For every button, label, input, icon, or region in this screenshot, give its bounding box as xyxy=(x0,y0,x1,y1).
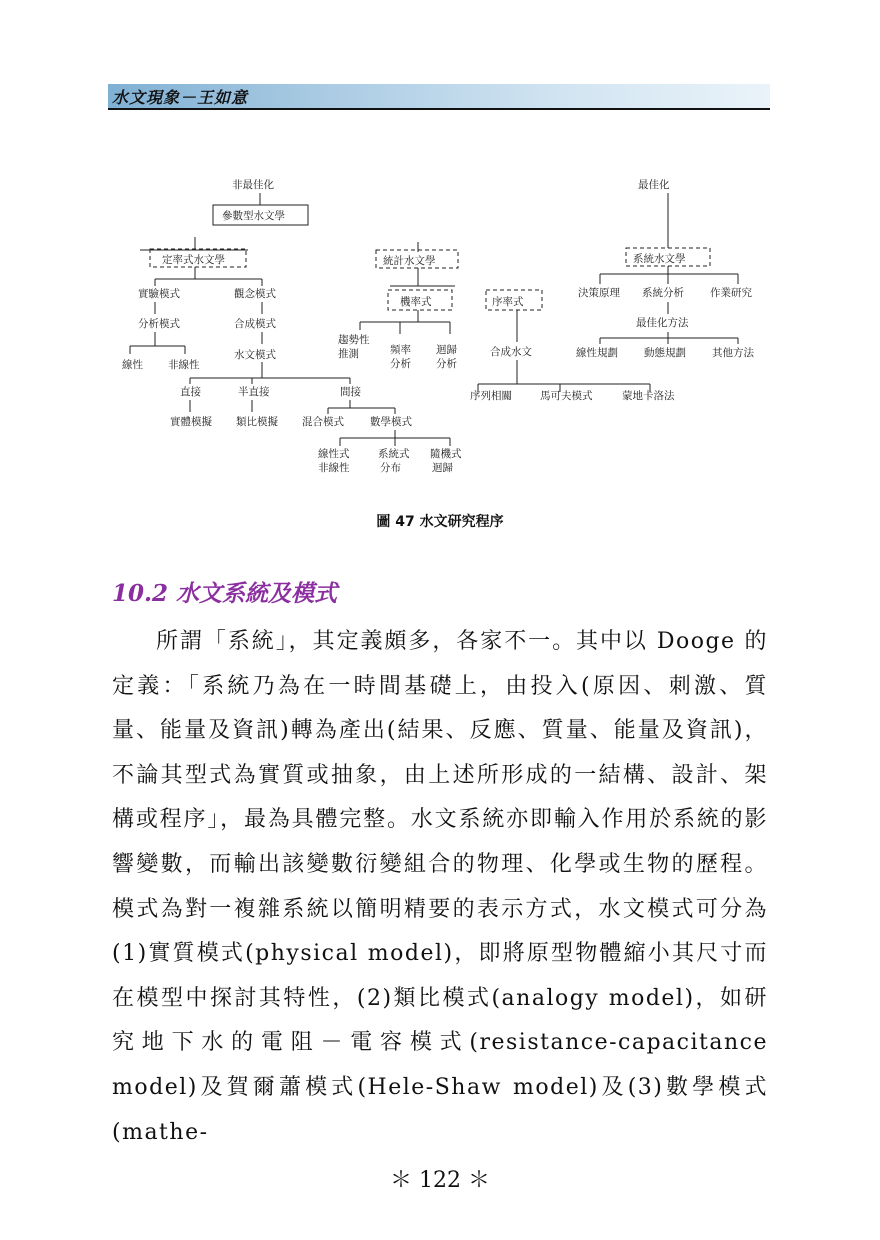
diagram-stochastic: 統計水文學 xyxy=(383,255,436,267)
diagram-indirect: 間接 xyxy=(340,386,361,398)
diagram-operation: 作業研究 xyxy=(710,287,752,299)
diagram-stochastic-proc: 序率式 xyxy=(492,296,524,308)
diagram-systems-analysis: 系統分析 xyxy=(642,287,684,299)
diagram-left-root: 非最佳化 xyxy=(232,179,274,191)
page-number: ＊ 122 ＊ xyxy=(390,1168,490,1193)
diagram-regional-dist: 系統式分布 xyxy=(378,448,410,474)
diagram-trend: 趨勢性推測 xyxy=(338,334,370,360)
diagram-regression: 迴歸分析 xyxy=(436,344,457,370)
diagram-math-models: 數學模式 xyxy=(370,416,412,428)
diagram-monte-carlo: 蒙地卡洛法 xyxy=(622,390,675,402)
diagram-linear-prog: 線性規劃 xyxy=(576,347,618,359)
diagram-probability: 機率式 xyxy=(400,296,432,308)
diagram-systems: 系統水文學 xyxy=(633,253,686,265)
diagram-other: 其他方法 xyxy=(712,347,754,359)
diagram-decision: 決策原理 xyxy=(578,287,620,299)
header-title: 水文現象－王如意 xyxy=(112,88,249,107)
diagram-deterministic: 定率式水文學 xyxy=(162,254,225,266)
diagram-analysis-models: 分析模式 xyxy=(138,318,180,330)
diagram-linear: 線性 xyxy=(122,359,143,371)
diagram-semi-direct: 半直接 xyxy=(238,386,270,398)
diagram-dynamic-prog: 動態規劃 xyxy=(644,347,686,359)
diagram-parametric: 參數型水文學 xyxy=(222,210,285,222)
diagram-multivariate: 隨機式迴歸 xyxy=(430,448,462,474)
section-heading: 10.2 水文系統及模式 xyxy=(112,580,338,607)
diagram-freq-analysis: 頻率分析 xyxy=(390,344,411,370)
diagram-right-root: 最佳化 xyxy=(638,179,670,191)
diagram-analog-models: 類比模擬 xyxy=(236,416,278,428)
figure-caption: 圖 47 水文研究程序 xyxy=(376,514,504,530)
diagram-synthesis-models: 合成模式 xyxy=(234,318,276,330)
diagram-hydrologic-models: 水文模式 xyxy=(234,349,276,361)
diagram-time-series: 序列相關 xyxy=(470,390,512,402)
diagram-physical-models: 實驗模式 xyxy=(138,288,180,300)
diagram-material-models: 實體模擬 xyxy=(170,416,212,428)
diagram-simulation-math: 線性式非線性 xyxy=(318,448,350,474)
body-text xyxy=(112,620,768,1155)
diagram-nonlinear: 非線性 xyxy=(168,359,200,371)
diagram-hybrid-models: 混合模式 xyxy=(302,416,344,428)
diagram-optimization: 最佳化方法 xyxy=(636,317,689,329)
diagram-conceptual: 觀念模式 xyxy=(234,288,276,300)
diagram-synthetic: 合成水文 xyxy=(490,346,532,358)
diagram-markov: 馬可夫模式 xyxy=(540,390,593,402)
body-paragraph: 所謂「系統」，其定義頗多，各家不一。其中以 Dooge 的定義：「系統乃為在一時間基礎上，由投入(原因、刺激、質量、能量及資訊)轉為產出(結果、反應、質量、能量及資訊)，不論其型式為實質或抽象，由上述所形成的一結構、設計、架構或程序」，最為具體完整。水文系統亦即輸入作用於系統的影響變數，而輸出該變數衍變組合的物理、化學或生物的歷程。模式為對一複雜系統以簡明精要的表示方式，水文模式可分為(1)實質模式(physical model)，即將原型物體縮小其尺寸而在模型中探討其特性，(2)類比模式(analogy model)，如研究地下水的電阻－電容模式(resistance-capacitance model)及賀爾蕭模式(Hele-Shaw model)及(3)數學模式(mathe- xyxy=(112,629,768,1145)
diagram-direct: 直接 xyxy=(180,386,201,398)
research-flow-diagram xyxy=(0,0,880,500)
